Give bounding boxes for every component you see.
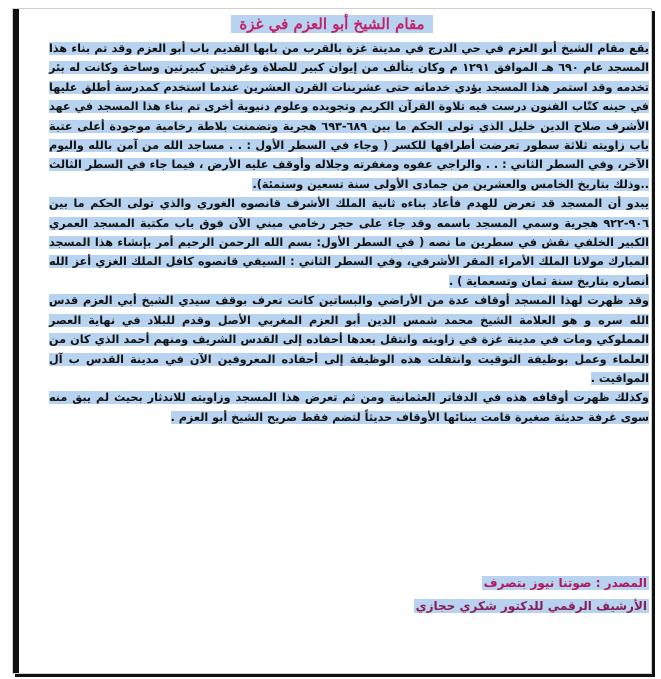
paragraph-2-text: يبدو أن المسجد قد تعرض للهدم فأعاد بناءه ثانية الملك الأشرف قانصوه الغوري والذي تولى الحكم ما بين ٩٠٦-٩٢٢ هجرية وسمي المسجد باسمه وقد جاء على حجر رخامي مبني الآن فوق باب مكتبة المسجد العمري الكبير الخلفي نقش في سطرين ما نصه ( في السطر الأول: بسم الله الرحمن الرحيم أمر بإنشاء هذا المسجد المبارك مولانا الملك الأمراء المقر الأشرفي، وفي السطر الثاني : السيفي قانصوه كافل الملك الغزي أعز الله أنصاره بتاريخ سنة ثمان وتسعماية ) .	[49, 197, 649, 288]
page-title-text: مقام الشيخ أبو العزم في غزة	[231, 15, 432, 33]
article-body	[49, 39, 649, 427]
paragraph-4	[49, 388, 649, 427]
source-credit-text: المصدر : صوتنا نيوز بتصرف	[483, 576, 647, 590]
source-credit	[13, 576, 649, 590]
paragraph-3-text: وقد ظهرت لهذا المسجد أوقاف عدة من الأراضي والبساتين كانت تعرف بوقف سيدي الشيخ أبي العزم قدس الله سره و هو العلامة الشيخ محمد شمس الدين أبو العزم المغربي الأصل وقدم للبلاد في نهاية العصر المملوكي ومات في مدينة غزة في زاويته وانتقل بعدها أحفاده إلى القدس الشريف ومنهم أحمد الذي كان من العلماء وعمل بوظيفة التوقيت وانتقلت هذه الوظيفة إلى أحفاده المعروفين الآن في مدينة القدس ب آل المواقيت .	[49, 294, 649, 385]
paragraph-1	[49, 39, 649, 194]
archive-credit-text: الأرشيف الرقمي للدكتور شكري حجازي	[415, 599, 647, 613]
document-page	[12, 8, 652, 674]
paragraph-3	[49, 291, 649, 388]
paragraph-2	[49, 194, 649, 291]
archive-credit	[13, 599, 649, 613]
page-title	[13, 15, 651, 33]
paragraph-1-text: يقع مقام الشيخ أبو العزم في حي الدرج في مدينة غزة بالقرب من بابها القديم باب أبو العزم وقد تم بناء هذا المسجد عام ٦٩٠ هـ الموافق ١٢٩١ م وكان يتألف من إيوان كبير للصلاة وغرفتين كبيرتين وساحة وكانت له بئر تخدمه وقد استمر هذا المسجد يؤدي خدماته حتى عشرينات القرن العشرين عندما استخدم كمدرسة أطلق عليها في حينه كتّاب الفنون درست فيه تلاوة القرآن الكريم وتجويده وعلوم دنيوية أخرى تم بناء هذا المسجد في عهد الأشرف صلاح الدين خليل الذي تولى الحكم ما بين ٦٨٩-٦٩٣ هجرية وتضمنت بلاطة رخامية موجودة أعلى عتبة باب زاويته ثلاثة سطور تعرضت أطرافها للكسر ( وجاء في السطر الأول : . . مساجد الله من آمن بالله واليوم الآخر، وفي السطر الثاني : . . والراجي عفوه ومغفرته وجلاله وأوقف عليه الأرض ، فيما جاء في السطر الثالث ..وذلك بتاريخ الخامس والعشرين من جمادى الأولى سنة تسعين وستمئة).	[49, 42, 650, 191]
paragraph-4-text: وكذلك ظهرت أوقافه هذه في الدفاتر العثمانية ومن ثم تعرض هذا المسجد وزاويته للاندثار بحيث لم يبق منه سوى غرفة حديثة صغيرة قامت ببنائها الأوقاف حديثاً لتضم فقط ضريح الشيخ أبو العزم .	[49, 391, 649, 424]
